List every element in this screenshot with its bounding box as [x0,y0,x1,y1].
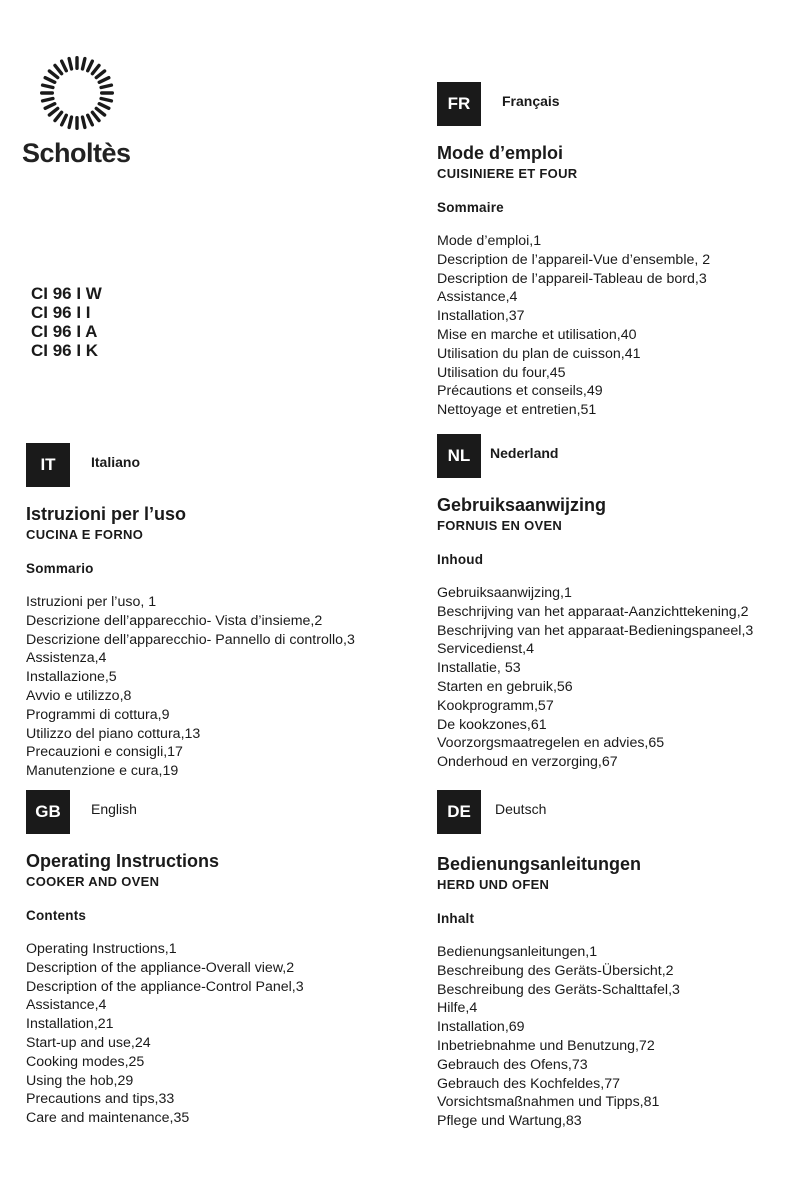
sun-ray [40,91,54,94]
model-item: CI 96 I W [31,284,102,303]
toc-list [437,584,807,772]
toc-item[interactable]: Avvio e utilizzo,8 [26,687,132,704]
model-item: CI 96 I I [31,303,91,322]
toc-item[interactable]: Description de l’appareil-Vue d’ensemble, 2 [437,251,711,268]
sun-ray [41,96,55,102]
toc-item[interactable]: Précautions et conseils,49 [437,383,603,400]
toc-item[interactable]: Installation,21 [26,1016,114,1033]
sun-ray [75,56,78,70]
language-name: Français [502,93,560,109]
toc-heading: Inhoud [437,552,484,567]
toc-item[interactable]: Using the hob,29 [26,1072,134,1089]
sun-ray [80,115,86,129]
sun-logo-icon [36,52,118,134]
toc-item[interactable]: Description of the appliance-Control Panel,3 [26,978,304,995]
toc-item[interactable]: Nettoyage et entretien,51 [437,402,597,419]
toc-heading: Inhalt [437,911,475,926]
toc-item[interactable]: Hilfe,4 [437,1000,478,1017]
toc-list [437,943,807,1131]
sun-ray [80,57,86,71]
manual-subtitle: CUISINIERE ET FOUR [437,166,578,181]
toc-item[interactable]: Utilisation du plan de cuisson,41 [437,345,641,362]
toc-item[interactable]: De kookzones,61 [437,716,547,733]
manual-title: Operating Instructions [26,851,220,871]
toc-heading: Contents [26,908,87,923]
toc-item[interactable]: Mode d’emploi,1 [437,233,542,249]
toc-item[interactable]: Gebruiksaanwijzing,1 [437,585,572,601]
language-name: Italiano [91,454,141,470]
language-code-badge: IT [26,443,70,487]
toc-item[interactable]: Gebrauch des Ofens,73 [437,1056,588,1073]
manual-title: Bedienungsanleitungen [437,854,642,874]
manual-subtitle: COOKER AND OVEN [26,874,160,889]
toc-list [26,593,396,781]
sun-ray [75,116,78,130]
toc-item[interactable]: Vorsichtsmaßnahmen und Tipps,81 [437,1094,660,1111]
toc-item[interactable]: Operating Instructions,1 [26,941,177,957]
manual-title: Gebruiksaanwijzing [437,495,607,515]
section-gb [26,790,396,1128]
toc-item[interactable]: Onderhoud en verzorging,67 [437,754,618,771]
manual-subtitle: CUCINA E FORNO [26,527,144,542]
toc-item[interactable]: Gebrauch des Kochfeldes,77 [437,1075,620,1092]
sun-ray [41,83,55,89]
toc-item[interactable]: Assistance,4 [26,997,107,1014]
sun-ray [67,115,73,129]
toc-item[interactable]: Utilisation du four,45 [437,364,566,381]
language-code-badge: NL [437,434,481,478]
toc-item[interactable]: Precautions and tips,33 [26,1091,175,1108]
toc-item[interactable]: Istruzioni per l’uso, 1 [26,594,157,610]
sun-ray [99,83,113,89]
model-item: CI 96 I A [31,322,98,341]
toc-item[interactable]: Assistenza,4 [26,650,107,667]
toc-item[interactable]: Beschrijving van het apparaat-Aanzichttekening,2 [437,603,749,620]
toc-item[interactable]: Cooking modes,25 [26,1053,145,1070]
toc-item[interactable]: Starten en gebruik,56 [437,678,573,695]
toc-item[interactable]: Start-up and use,24 [26,1034,151,1051]
toc-item[interactable]: Installatie, 53 [437,660,521,677]
toc-item[interactable]: Mise en marche et utilisation,40 [437,326,637,343]
language-code-badge: DE [437,790,481,834]
toc-item[interactable]: Descrizione dell’apparecchio- Pannello di controllo,3 [26,631,355,648]
toc-item[interactable]: Care and maintenance,35 [26,1110,190,1127]
toc-item[interactable]: Assistance,4 [437,289,518,306]
toc-item[interactable]: Programmi di cottura,9 [26,706,170,723]
section-de [437,790,807,1131]
toc-item[interactable]: Manutenzione e cura,19 [26,763,179,780]
toc-item[interactable]: Kookprogramm,57 [437,697,554,714]
toc-heading: Sommaire [437,200,504,215]
section-it [26,443,396,781]
toc-item[interactable]: Precauzioni e consigli,17 [26,744,183,761]
sun-ray [99,96,113,102]
toc-item[interactable]: Descrizione dell’apparecchio- Vista d’insieme,2 [26,612,323,629]
manual-subtitle: FORNUIS EN OVEN [437,518,563,533]
toc-item[interactable]: Installation,69 [437,1019,525,1036]
toc-item[interactable]: Voorzorgsmaatregelen en advies,65 [437,735,665,752]
section-fr [437,82,807,420]
toc-list [26,940,396,1128]
manual-title: Istruzioni per l’uso [26,504,187,524]
manual-title: Mode d’emploi [437,143,563,163]
language-name: English [91,801,137,817]
language-name: Nederland [490,445,559,461]
toc-item[interactable]: Beschreibung des Geräts-Übersicht,2 [437,962,674,979]
toc-item[interactable]: Description de l’appareil-Tableau de bord,3 [437,270,707,287]
toc-item[interactable]: Utilizzo del piano cottura,13 [26,725,201,742]
toc-item[interactable]: Bedienungsanleitungen,1 [437,944,598,960]
toc-item[interactable]: Beschreibung des Geräts-Schalttafel,3 [437,981,680,998]
toc-list [437,232,807,420]
toc-heading: Sommario [26,561,94,576]
toc-item[interactable]: Installation,37 [437,308,525,325]
toc-item[interactable]: Pflege und Wartung,83 [437,1113,582,1130]
language-name: Deutsch [495,801,547,817]
language-code-badge: FR [437,82,481,126]
sun-ray [100,91,114,94]
sun-ray [67,57,73,71]
toc-item[interactable]: Installazione,5 [26,669,117,686]
model-item: CI 96 I K [31,341,99,360]
model-list [31,284,102,360]
toc-item[interactable]: Beschrijving van het apparaat-Bedieningspaneel,3 [437,622,754,639]
toc-item[interactable]: Inbetriebnahme und Benutzung,72 [437,1037,655,1054]
section-nl [437,434,807,772]
language-code-badge: GB [26,790,70,834]
toc-item[interactable]: Description of the appliance-Overall view,2 [26,959,295,976]
toc-item[interactable]: Servicedienst,4 [437,641,534,658]
brand-name: Scholtès [22,138,131,168]
manual-subtitle: HERD UND OFEN [437,877,550,892]
